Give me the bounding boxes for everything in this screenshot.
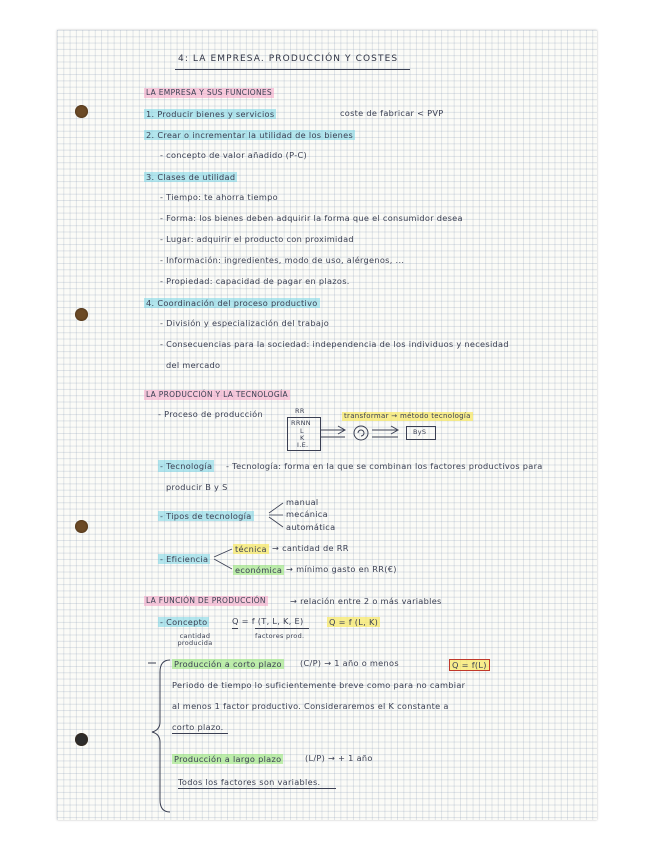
coordination-item: - Consecuencias para la sociedad: independencia de los individuos y necesidad xyxy=(160,339,509,349)
formula-simple: Q = f (L, K) xyxy=(329,617,379,627)
utility-item: - Tiempo: te ahorra tiempo xyxy=(160,192,278,202)
concepto-label: - Concepto xyxy=(160,617,208,627)
tecnologia-text-2: producir B y S xyxy=(166,482,228,492)
formula-full: Q = f (T, L, K, E) xyxy=(232,616,304,626)
underline xyxy=(178,788,336,789)
utility-item: - Propiedad: capacidad de pagar en plazos. xyxy=(160,276,350,286)
coordination-item: del mercado xyxy=(166,360,221,370)
input-item: L xyxy=(300,427,304,435)
underline xyxy=(172,733,228,734)
section-heading-funcion: LA FUNCIÓN DE PRODUCCIÓN xyxy=(146,596,266,605)
corto-plazo-formula: Q = f(L) xyxy=(449,659,490,671)
corto-plazo-line: al menos 1 factor productivo. Consideraremos el K constante a xyxy=(172,701,449,711)
corto-plazo-title: Producción a corto plazo xyxy=(174,659,282,669)
input-item: RRNN xyxy=(291,419,311,427)
funcion-note: → relación entre 2 o más variables xyxy=(290,596,442,606)
largo-plazo-title: Producción a largo plazo xyxy=(174,754,282,764)
eficiencia-tecnica-desc: → cantidad de RR xyxy=(272,543,349,553)
tecnologia-text: - Tecnología: forma en la que se combinan los factores productivos para xyxy=(226,461,543,471)
transform-note: transformar → método tecnología xyxy=(344,412,471,420)
tipo-item: manual xyxy=(286,497,319,507)
item-3: 3. Clases de utilidad xyxy=(146,172,236,182)
item-1: 1. Producir bienes y servicios xyxy=(146,109,275,119)
inputs-label: RR xyxy=(295,407,305,415)
tecnologia-def: - Tecnología xyxy=(160,461,213,471)
tipos-label: - Tipos de tecnología xyxy=(160,511,252,521)
eficiencia-economica-desc: → mínimo gasto en RR(€) xyxy=(286,564,397,574)
section-heading-produccion: LA PRODUCCIÓN Y LA TECNOLOGÍA xyxy=(146,390,288,399)
corto-plazo-line: corto plazo. xyxy=(172,722,224,732)
proceso-label: - Proceso de producción xyxy=(158,409,263,419)
input-item: I.E. xyxy=(297,441,309,449)
factores-label: factores prod. xyxy=(255,632,305,640)
page-title: 4: LA EMPRESA. PRODUCCIÓN Y COSTES xyxy=(178,54,399,64)
eficiencia-label: - Eficiencia xyxy=(160,554,209,564)
tipo-item: automática xyxy=(286,522,336,532)
cantidad-label: cantidad producida xyxy=(177,632,213,648)
corto-plazo-note: (C/P) → 1 año o menos xyxy=(300,658,399,668)
corto-plazo-line: Periodo de tiempo lo suficientemente breve como para no cambiar xyxy=(172,680,466,690)
eficiencia-tecnica: técnica xyxy=(235,544,267,554)
item-2-sub: - concepto de valor añadido (P-C) xyxy=(160,150,307,160)
item-2: 2. Crear o incrementar la utilidad de los bienes xyxy=(146,130,354,140)
eficiencia-economica: económica xyxy=(235,565,283,575)
item-1-note: coste de fabricar < PVP xyxy=(340,108,444,118)
input-item: K xyxy=(300,434,305,442)
item-4: 4. Coordinación del proceso productivo xyxy=(146,298,318,308)
output-label: ByS xyxy=(413,428,427,436)
utility-item: - Forma: los bienes deben adquirir la forma que el consumidor desea xyxy=(160,213,463,223)
section-heading-empresa: LA EMPRESA Y SUS FUNCIONES xyxy=(146,88,272,97)
utility-item: - Información: ingredientes, modo de uso, alérgenos, ... xyxy=(160,255,405,265)
tipo-item: mecánica xyxy=(286,509,328,519)
largo-plazo-line: Todos los factores son variables. xyxy=(178,777,321,787)
utility-item: - Lugar: adquirir el producto con proximidad xyxy=(160,234,354,244)
largo-plazo-note: (L/P) → + 1 año xyxy=(305,753,373,763)
coordination-item: - División y especialización del trabajo xyxy=(160,318,330,328)
